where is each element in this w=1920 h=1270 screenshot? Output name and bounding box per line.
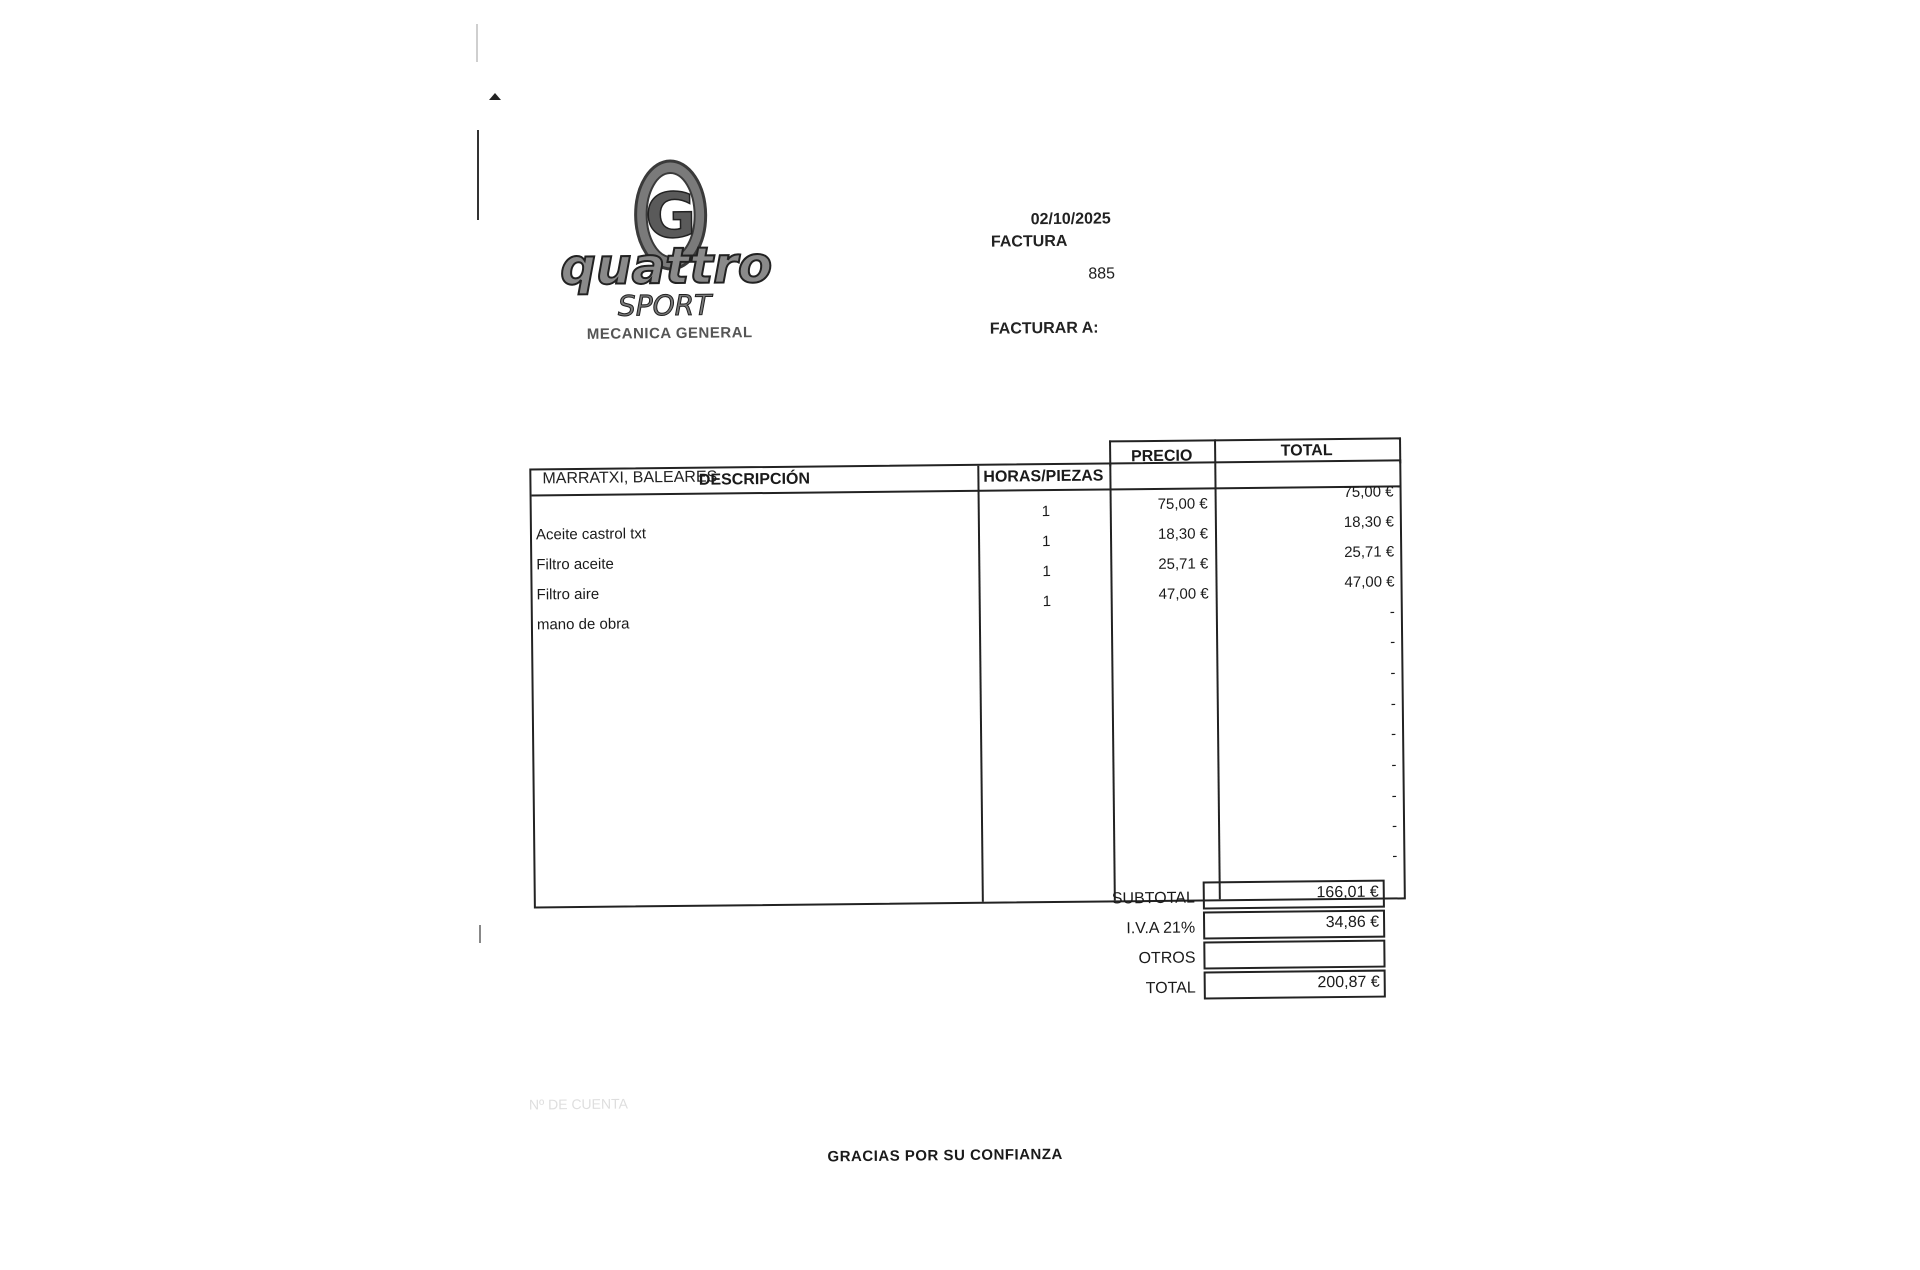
row-1-qty: 1	[1041, 503, 1051, 521]
total-label: TOTAL	[1145, 979, 1196, 998]
row-3-qty: 1	[1042, 563, 1051, 581]
empty-total-2: -	[1390, 633, 1396, 651]
col-header-horas: HORAS/PIEZAS	[983, 467, 1104, 486]
logo-brand: quattro	[559, 235, 773, 297]
row-3-total: 25,71 €	[1344, 543, 1395, 561]
total-value: 200,87 €	[1204, 970, 1386, 1000]
subtotal-value: 166,01 €	[1203, 880, 1385, 910]
row-2-qty: 1	[1041, 533, 1051, 551]
items-table	[529, 442, 1406, 908]
empty-total-5: -	[1391, 725, 1397, 743]
row-4-desc: mano de obra	[536, 615, 630, 634]
row-1-price: 75,00 €	[1157, 495, 1208, 513]
empty-total-6: -	[1391, 756, 1397, 774]
invoice-type: FACTURA	[990, 232, 1068, 251]
row-1-desc: Aceite castrol txt	[535, 525, 647, 544]
invoice-date: 02/10/2025	[1030, 210, 1111, 229]
logo-caption: MECANICA GENERAL	[586, 324, 753, 343]
col-divider-3	[1214, 463, 1221, 899]
otros-value	[1203, 940, 1385, 970]
col-header-total: TOTAL	[1280, 442, 1333, 460]
row-4-total: 47,00 €	[1344, 573, 1395, 591]
invoice-number: 885	[1088, 265, 1116, 283]
row-2-desc: Filtro aceite	[536, 555, 614, 574]
company-logo	[535, 151, 817, 354]
account-label: Nº DE CUENTA	[528, 1095, 629, 1113]
logo-sub: SPORT	[617, 288, 712, 323]
empty-total-9: -	[1392, 847, 1398, 865]
row-3-desc: Filtro aire	[536, 585, 600, 604]
col-header-descripcion: DESCRIPCIÓN	[698, 470, 811, 489]
subtotal-label: SUBTOTAL	[1111, 889, 1195, 908]
row-2-total: 18,30 €	[1343, 513, 1394, 531]
empty-total-8: -	[1391, 817, 1398, 835]
row-4-price: 47,00 €	[1158, 585, 1209, 603]
row-4-qty: 1	[1042, 593, 1052, 611]
bill-to-label: FACTURAR A:	[989, 319, 1099, 338]
col-header-precio: PRECIO	[1130, 447, 1193, 466]
empty-total-1: -	[1389, 603, 1395, 621]
col-divider-1	[977, 466, 984, 902]
client-city: MARRATXI, BALEARES	[542, 468, 718, 488]
thanks-message: GRACIAS POR SU CONFIANZA	[827, 1145, 1063, 1166]
row-2-price: 18,30 €	[1157, 525, 1209, 543]
logo-graphic	[535, 151, 817, 324]
iva-value: 34,86 €	[1203, 910, 1385, 940]
iva-label: I.V.A 21%	[1126, 919, 1196, 938]
empty-total-7: -	[1391, 787, 1397, 805]
empty-total-4: -	[1390, 695, 1396, 713]
empty-total-3: -	[1390, 664, 1396, 682]
row-3-price: 25,71 €	[1158, 555, 1209, 573]
logo-letter: G	[644, 178, 697, 253]
row-1-total: 75,00 €	[1343, 483, 1394, 501]
otros-label: OTROS	[1138, 949, 1196, 968]
